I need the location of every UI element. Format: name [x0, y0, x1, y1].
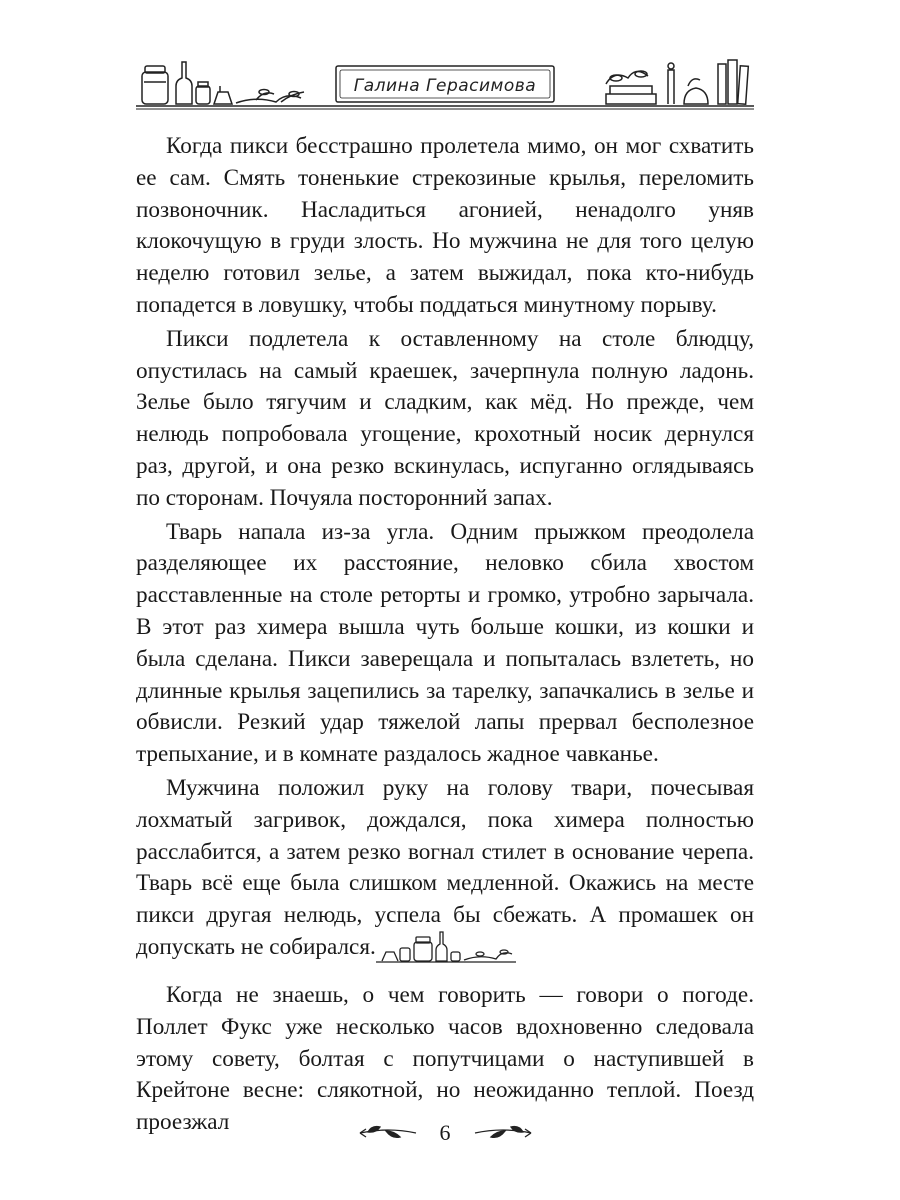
- main-text-continued: [136, 980, 754, 1139]
- page-number: 6: [439, 1120, 451, 1145]
- section-divider-icon: [376, 928, 516, 968]
- main-text: [136, 131, 754, 964]
- paragraph: Тварь напала из-за угла. Одним прыжком преодолела разделяющее их расстояние, неловко сбила хвостом расставленные на столе реторты и громко, утробно зарычала. В этот раз химера вышла чуть больше кошки, из кошки и была сделана. Пикси заверещала и попыталась взлететь, но длинные крылья зацепились за тарелку, запачкались в зелье и обвисли. Резкий удар тяжелой лапы прервал бесполезное трепыхание, и в комнате раздалось жадное чавканье.: [136, 518, 754, 768]
- paragraph: Когда пикси бесстрашно пролетела мимо, он мог схватить ее сам. Смять тоненькие стрекозиные крылья, переломить позвоночник. Насладиться агонией, ненадолго уняв клокочущую в груди злость. Но мужчина не для того целую неделю готовил зелье, а затем выжидал, пока кто-нибудь попадется в ловушку, чтобы поддаться минутному порыву.: [136, 133, 754, 318]
- running-head-author: Галина Герасимова: [353, 76, 537, 96]
- page-footer: [340, 1118, 550, 1148]
- paragraph: Пикси подлетела к оставленному на столе блюдцу, опустилась на самый краешек, зачерпнула полную ладонь. Зелье было тягучим и сладким, как мёд. Но прежде, чем нелюдь попробовала угощение, крохотный носик дернулся раз, другой, и она резко вскинулась, испуганно оглядываясь по сторонам. Почуяла посторонний запах.: [136, 325, 754, 511]
- leaf-ornament-right-icon: [473, 1123, 533, 1143]
- leaf-ornament-left-icon: [358, 1123, 418, 1143]
- paragraph: Мужчина положил руку на голову твари, почесывая лохматый загривок, дождался, пока химера полностью расслабится, а затем резко вогнал стилет в основание черепа. Тварь всё еще была слишком медленной. Окажись на месте пикси другая нелюдь, успела бы сбежать. А промашек он допускать не собирался.: [136, 774, 754, 960]
- paragraph: Когда не знаешь, о чем говорить — говори о погоде. Поллет Фукс уже несколько часов вдохновенно следовала этому совету, болтая с попутчицами о наступившей в Крейтоне весне: слякотной, но неожиданно теплой. Поезд проезжал: [136, 982, 754, 1136]
- page-header: [136, 56, 754, 114]
